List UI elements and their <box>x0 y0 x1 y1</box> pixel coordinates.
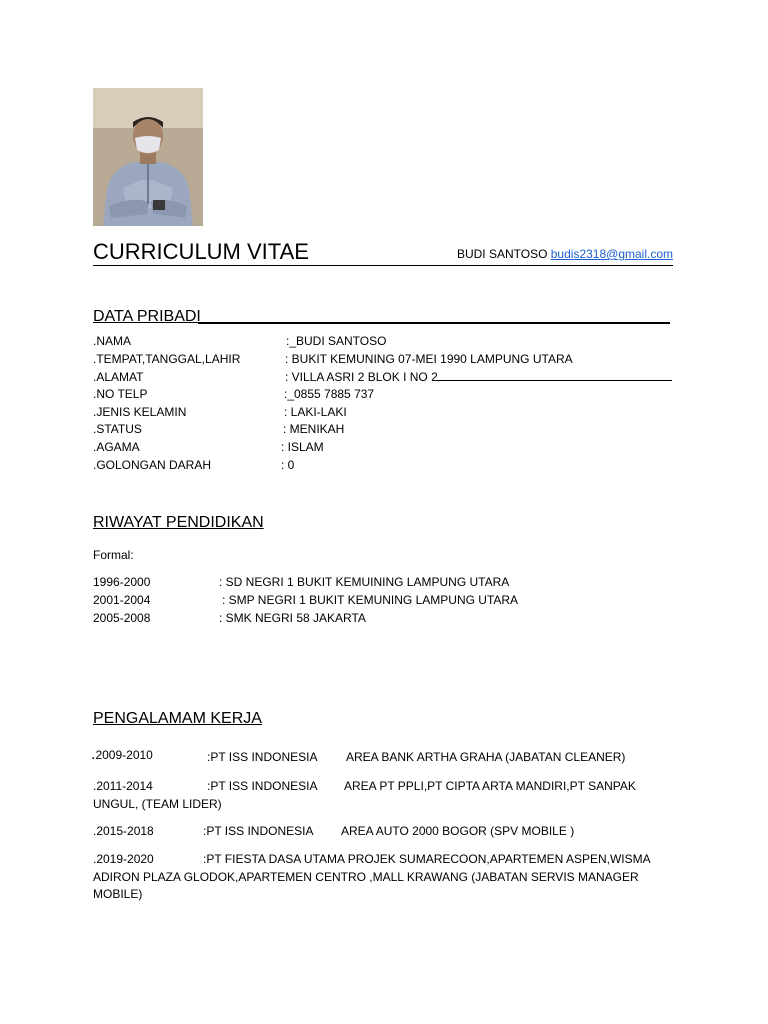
edu-school: : SMK NEGRI 58 JAKARTA <box>219 611 366 625</box>
email-link[interactable]: budis2318@gmail.com <box>550 247 673 261</box>
profile-photo <box>93 88 203 226</box>
work-detail-cont: ADIRON PLAZA GLODOK,APARTEMEN CENTRO ,MALL KRAWANG (JABATAN SERVIS MANAGER <box>93 870 639 884</box>
work-detail: AREA AUTO 2000 BOGOR (SPV MOBILE ) <box>341 824 575 838</box>
work-years: .2015-2018 <box>93 824 154 838</box>
value-agama: : ISLAM <box>281 440 324 454</box>
value-alamat: : VILLA ASRI 2 BLOK I NO 2 <box>285 370 438 384</box>
label-golongan-darah: .GOLONGAN DARAH <box>93 458 212 472</box>
work-detail-cont: UNGUL, (TEAM LIDER) <box>93 797 222 811</box>
label-jenis-kelamin: .JENIS KELAMIN <box>93 405 187 419</box>
cv-title: CURRICULUM VITAE <box>93 239 309 264</box>
value-ttl: : BUKIT KEMUNING 07-MEI 1990 LAMPUNG UTARA <box>285 352 573 366</box>
value-nama: :_BUDI SANTOSO <box>286 334 387 348</box>
header-contact <box>457 247 673 261</box>
work-bullet: . <box>91 746 96 763</box>
cv-title-bar <box>93 239 673 266</box>
alamat-underline <box>436 380 672 381</box>
label-nama: .NAMA <box>93 334 132 348</box>
work-company: :PT ISS INDONESIA <box>203 824 314 838</box>
header-name: BUDI SANTOSO <box>456 247 548 261</box>
edu-years: 2005-2008 <box>93 611 151 625</box>
value-golongan-darah: : 0 <box>281 458 295 472</box>
work-company: :PT ISS INDONESIA <box>207 779 318 793</box>
heading-pengalaman-kerja: PENGALAMAM KERJA <box>93 710 262 727</box>
value-telp: :_0855 7885 737 <box>284 387 375 401</box>
label-alamat: .ALAMAT <box>93 370 144 384</box>
heading-pendidikan: RIWAYAT PENDIDIKAN <box>93 514 264 531</box>
heading-data-pribadi: DATA PRIBADI <box>93 308 201 325</box>
work-company: :PT FIESTA DASA UTAMA PROJEK SUMARECOON,APARTEMEN ASPEN,WISMA <box>203 852 651 866</box>
label-status: .STATUS <box>93 422 142 436</box>
work-years: .2011-2014 <box>93 779 153 793</box>
edu-years: 2001-2004 <box>93 593 151 607</box>
label-ttl: .TEMPAT,TANGGAL,LAHIR <box>93 352 241 366</box>
heading-rule <box>198 322 670 324</box>
edu-school: : SMP NEGRI 1 BUKIT KEMUNING LAMPUNG UTARA <box>222 593 519 607</box>
work-row <box>91 748 153 762</box>
work-years: 2009-2010 <box>95 748 153 762</box>
work-company: :PT ISS INDONESIA <box>207 750 318 764</box>
value-status: : MENIKAH <box>283 422 345 436</box>
value-jenis-kelamin: : LAKI-LAKI <box>284 405 347 419</box>
work-detail: AREA BANK ARTHA GRAHA (JABATAN CLEANER) <box>346 750 626 764</box>
work-years: .2019-2020 <box>93 852 154 866</box>
label-agama: .AGAMA <box>93 440 140 454</box>
edu-years: 1996-2000 <box>93 575 151 589</box>
edu-school: : SD NEGRI 1 BUKIT KEMUINING LAMPUNG UTARA <box>219 575 510 589</box>
work-detail: AREA PT PPLI,PT CIPTA ARTA MANDIRI,PT SANPAK <box>344 779 636 793</box>
work-detail-cont: MOBILE) <box>93 887 143 901</box>
education-formal-label: Formal: <box>93 548 134 562</box>
label-telp: .NO TELP <box>93 387 148 401</box>
